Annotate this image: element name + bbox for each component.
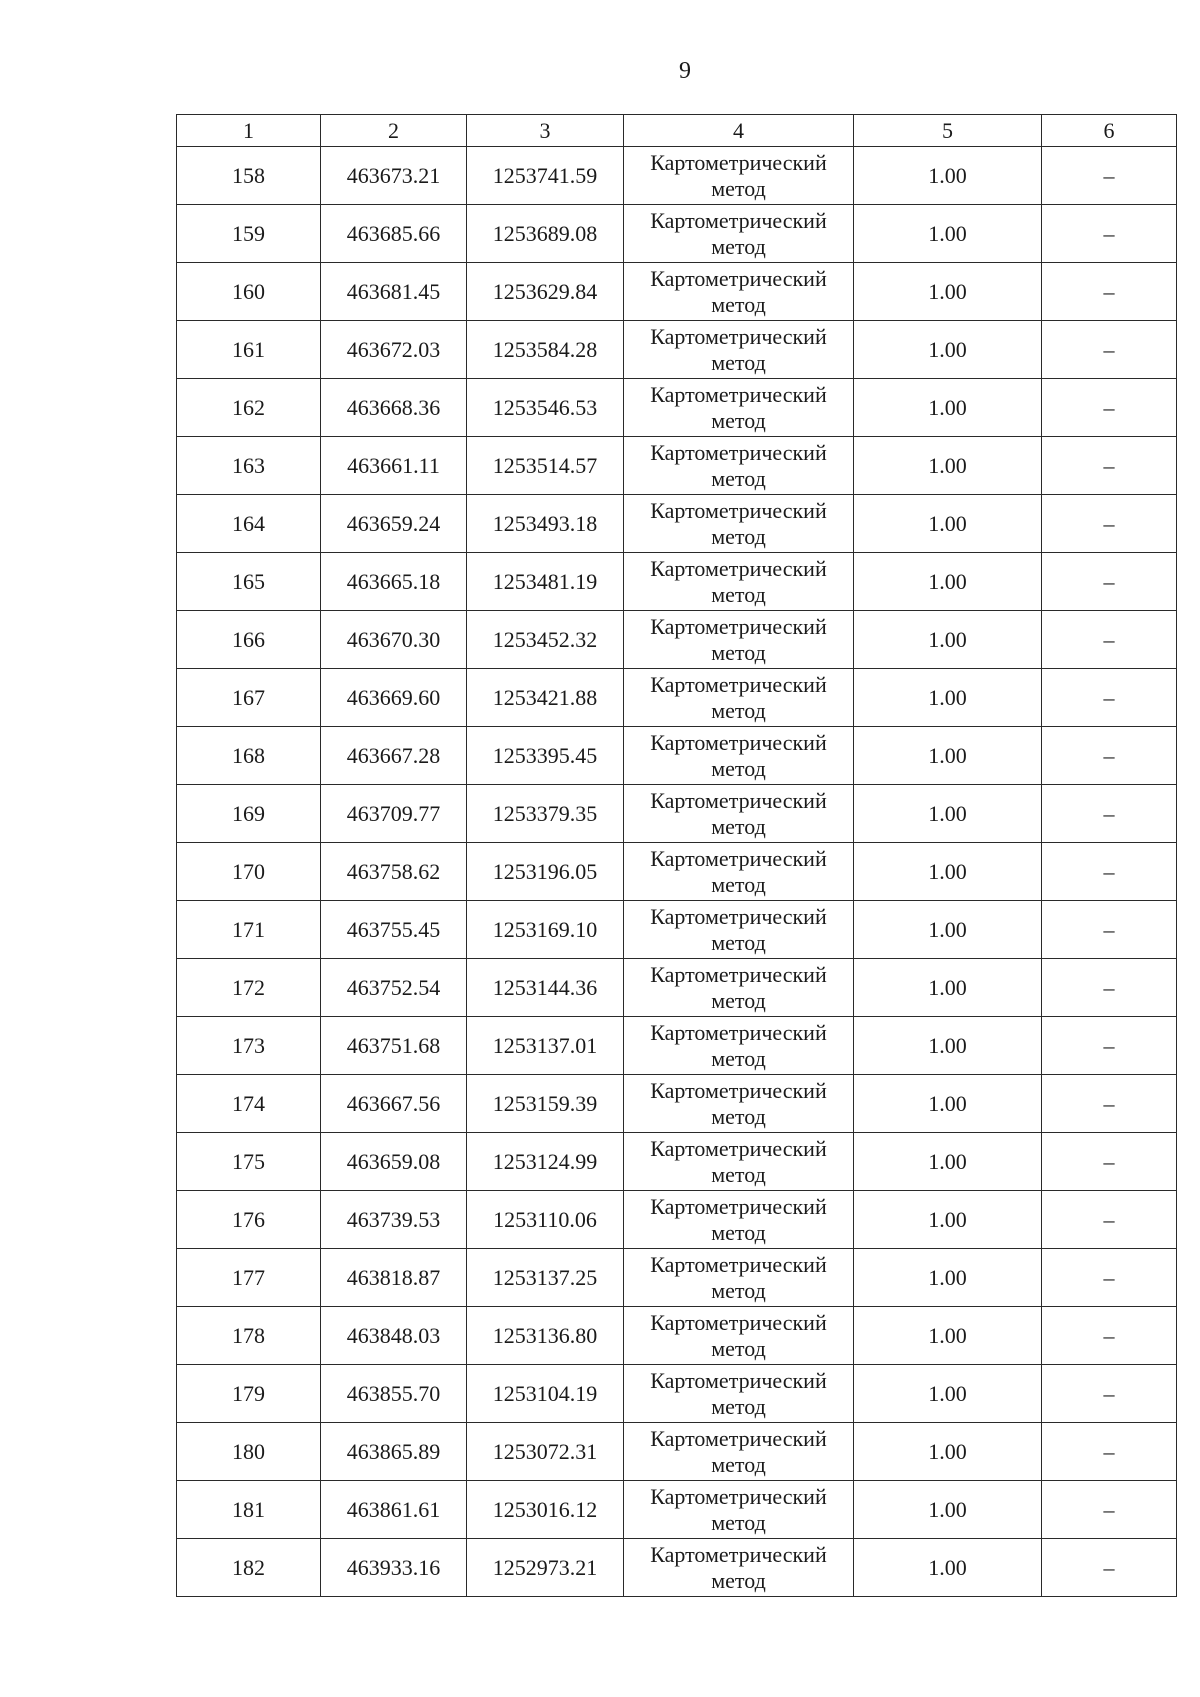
method-cell (624, 669, 854, 727)
x-coordinate-cell: 463661.11 (321, 437, 467, 495)
x-coordinate-cell: 463933.16 (321, 1539, 467, 1597)
method-text: метод (711, 1161, 766, 1187)
x-coordinate-cell: 463685.66 (321, 205, 467, 263)
table-row (177, 785, 1177, 843)
y-coordinate-cell: 1253169.10 (467, 901, 624, 959)
method-cell (624, 553, 854, 611)
point-number-cell: 164 (177, 495, 321, 553)
method-cell (624, 1075, 854, 1133)
accuracy-cell: 1.00 (854, 553, 1042, 611)
method-cell (624, 1365, 854, 1423)
x-coordinate-cell: 463751.68 (321, 1017, 467, 1075)
accuracy-cell: 1.00 (854, 263, 1042, 321)
method-cell (624, 379, 854, 437)
method-cell (624, 1307, 854, 1365)
table-row (177, 495, 1177, 553)
method-cell (624, 147, 854, 205)
note-cell: – (1042, 553, 1177, 611)
x-coordinate-cell: 463667.28 (321, 727, 467, 785)
note-cell: – (1042, 1423, 1177, 1481)
accuracy-cell: 1.00 (854, 1423, 1042, 1481)
point-number-cell: 173 (177, 1017, 321, 1075)
y-coordinate-cell: 1253159.39 (467, 1075, 624, 1133)
point-number-cell: 175 (177, 1133, 321, 1191)
method-cell (624, 901, 854, 959)
header-cell-2: 2 (321, 115, 467, 147)
table-row (177, 1539, 1177, 1597)
accuracy-cell: 1.00 (854, 495, 1042, 553)
method-text: метод (711, 407, 766, 433)
table-row (177, 611, 1177, 669)
point-number-cell: 174 (177, 1075, 321, 1133)
method-text: Картометрический (650, 1483, 827, 1509)
method-text: Картометрический (650, 381, 827, 407)
accuracy-cell: 1.00 (854, 321, 1042, 379)
method-cell (624, 437, 854, 495)
point-number-cell: 170 (177, 843, 321, 901)
y-coordinate-cell: 1253493.18 (467, 495, 624, 553)
y-coordinate-cell: 1253110.06 (467, 1191, 624, 1249)
method-text: метод (711, 349, 766, 375)
method-cell (624, 263, 854, 321)
table-row (177, 1017, 1177, 1075)
method-text: метод (711, 1219, 766, 1245)
point-number-cell: 159 (177, 205, 321, 263)
point-number-cell: 177 (177, 1249, 321, 1307)
header-cell-1: 1 (177, 115, 321, 147)
method-text: Картометрический (650, 845, 827, 871)
y-coordinate-cell: 1253741.59 (467, 147, 624, 205)
note-cell: – (1042, 611, 1177, 669)
note-cell: – (1042, 1017, 1177, 1075)
y-coordinate-cell: 1253136.80 (467, 1307, 624, 1365)
method-cell (624, 1249, 854, 1307)
x-coordinate-cell: 463752.54 (321, 959, 467, 1017)
point-number-cell: 165 (177, 553, 321, 611)
y-coordinate-cell: 1253629.84 (467, 263, 624, 321)
x-coordinate-cell: 463855.70 (321, 1365, 467, 1423)
method-text: метод (711, 1451, 766, 1477)
note-cell: – (1042, 147, 1177, 205)
header-cell-4: 4 (624, 115, 854, 147)
table-row (177, 379, 1177, 437)
page-number: 9 (679, 58, 691, 84)
method-text: метод (711, 291, 766, 317)
accuracy-cell: 1.00 (854, 1191, 1042, 1249)
x-coordinate-cell: 463670.30 (321, 611, 467, 669)
point-number-cell: 161 (177, 321, 321, 379)
accuracy-cell: 1.00 (854, 959, 1042, 1017)
method-cell (624, 205, 854, 263)
point-number-cell: 181 (177, 1481, 321, 1539)
x-coordinate-cell: 463668.36 (321, 379, 467, 437)
method-text: Картометрический (650, 671, 827, 697)
table-row (177, 669, 1177, 727)
x-coordinate-cell: 463672.03 (321, 321, 467, 379)
method-text: метод (711, 871, 766, 897)
table-body (177, 147, 1177, 1597)
point-number-cell: 178 (177, 1307, 321, 1365)
method-text: Картометрический (650, 1077, 827, 1103)
method-text: метод (711, 755, 766, 781)
y-coordinate-cell: 1253137.25 (467, 1249, 624, 1307)
point-number-cell: 169 (177, 785, 321, 843)
x-coordinate-cell: 463865.89 (321, 1423, 467, 1481)
table-row (177, 205, 1177, 263)
method-cell (624, 1017, 854, 1075)
accuracy-cell: 1.00 (854, 379, 1042, 437)
table-row (177, 1423, 1177, 1481)
note-cell: – (1042, 727, 1177, 785)
note-cell: – (1042, 669, 1177, 727)
method-text: Картометрический (650, 1367, 827, 1393)
header-cell-5: 5 (854, 115, 1042, 147)
header-cell-3: 3 (467, 115, 624, 147)
header-cell-6: 6 (1042, 115, 1177, 147)
method-text: метод (711, 1393, 766, 1419)
accuracy-cell: 1.00 (854, 785, 1042, 843)
y-coordinate-cell: 1253546.53 (467, 379, 624, 437)
method-text: метод (711, 1277, 766, 1303)
method-cell (624, 1133, 854, 1191)
note-cell: – (1042, 1481, 1177, 1539)
note-cell: – (1042, 1365, 1177, 1423)
method-text: Картометрический (650, 265, 827, 291)
y-coordinate-cell: 1253421.88 (467, 669, 624, 727)
y-coordinate-cell: 1253584.28 (467, 321, 624, 379)
note-cell: – (1042, 1133, 1177, 1191)
method-text: метод (711, 1045, 766, 1071)
y-coordinate-cell: 1253379.35 (467, 785, 624, 843)
y-coordinate-cell: 1253137.01 (467, 1017, 624, 1075)
x-coordinate-cell: 463681.45 (321, 263, 467, 321)
accuracy-cell: 1.00 (854, 205, 1042, 263)
table-row (177, 1307, 1177, 1365)
method-text: Картометрический (650, 1135, 827, 1161)
accuracy-cell: 1.00 (854, 901, 1042, 959)
x-coordinate-cell: 463755.45 (321, 901, 467, 959)
method-text: Картометрический (650, 787, 827, 813)
method-text: метод (711, 581, 766, 607)
method-cell (624, 321, 854, 379)
point-number-cell: 172 (177, 959, 321, 1017)
table-row (177, 147, 1177, 205)
method-text: метод (711, 1567, 766, 1593)
method-text: метод (711, 987, 766, 1013)
method-text: метод (711, 813, 766, 839)
note-cell: – (1042, 379, 1177, 437)
accuracy-cell: 1.00 (854, 1075, 1042, 1133)
point-number-cell: 162 (177, 379, 321, 437)
method-text: Картометрический (650, 903, 827, 929)
method-text: Картометрический (650, 1193, 827, 1219)
method-cell (624, 785, 854, 843)
point-number-cell: 160 (177, 263, 321, 321)
table-row (177, 263, 1177, 321)
table-header (177, 115, 1177, 147)
method-cell (624, 959, 854, 1017)
y-coordinate-cell: 1253514.57 (467, 437, 624, 495)
accuracy-cell: 1.00 (854, 669, 1042, 727)
table-row (177, 959, 1177, 1017)
method-text: метод (711, 175, 766, 201)
note-cell: – (1042, 959, 1177, 1017)
point-number-cell: 179 (177, 1365, 321, 1423)
note-cell: – (1042, 843, 1177, 901)
accuracy-cell: 1.00 (854, 1481, 1042, 1539)
method-text: метод (711, 465, 766, 491)
note-cell: – (1042, 205, 1177, 263)
table-row (177, 321, 1177, 379)
method-text: метод (711, 1103, 766, 1129)
method-text: метод (711, 929, 766, 955)
x-coordinate-cell: 463861.61 (321, 1481, 467, 1539)
point-number-cell: 180 (177, 1423, 321, 1481)
table-row (177, 1481, 1177, 1539)
method-cell (624, 1423, 854, 1481)
table-row (177, 437, 1177, 495)
method-cell (624, 611, 854, 669)
method-text: Картометрический (650, 207, 827, 233)
method-cell (624, 1191, 854, 1249)
method-text: Картометрический (650, 1425, 827, 1451)
table-row (177, 727, 1177, 785)
x-coordinate-cell: 463709.77 (321, 785, 467, 843)
accuracy-cell: 1.00 (854, 437, 1042, 495)
x-coordinate-cell: 463758.62 (321, 843, 467, 901)
y-coordinate-cell: 1253452.32 (467, 611, 624, 669)
table-row (177, 1133, 1177, 1191)
method-text: метод (711, 1509, 766, 1535)
note-cell: – (1042, 1539, 1177, 1597)
note-cell: – (1042, 1075, 1177, 1133)
y-coordinate-cell: 1253144.36 (467, 959, 624, 1017)
method-text: Картометрический (650, 1309, 827, 1335)
y-coordinate-cell: 1253016.12 (467, 1481, 624, 1539)
table-row (177, 1191, 1177, 1249)
method-text: Картометрический (650, 1541, 827, 1567)
accuracy-cell: 1.00 (854, 1539, 1042, 1597)
x-coordinate-cell: 463665.18 (321, 553, 467, 611)
note-cell: – (1042, 785, 1177, 843)
y-coordinate-cell: 1253196.05 (467, 843, 624, 901)
note-cell: – (1042, 495, 1177, 553)
accuracy-cell: 1.00 (854, 727, 1042, 785)
accuracy-cell: 1.00 (854, 1133, 1042, 1191)
x-coordinate-cell: 463659.08 (321, 1133, 467, 1191)
table-row (177, 553, 1177, 611)
table-row (177, 1365, 1177, 1423)
method-cell (624, 727, 854, 785)
table-row (177, 1075, 1177, 1133)
table-row (177, 843, 1177, 901)
note-cell: – (1042, 901, 1177, 959)
note-cell: – (1042, 1191, 1177, 1249)
note-cell: – (1042, 1249, 1177, 1307)
x-coordinate-cell: 463673.21 (321, 147, 467, 205)
method-text: метод (711, 639, 766, 665)
x-coordinate-cell: 463739.53 (321, 1191, 467, 1249)
x-coordinate-cell: 463659.24 (321, 495, 467, 553)
point-number-cell: 168 (177, 727, 321, 785)
y-coordinate-cell: 1253689.08 (467, 205, 624, 263)
point-number-cell: 182 (177, 1539, 321, 1597)
y-coordinate-cell: 1253481.19 (467, 553, 624, 611)
accuracy-cell: 1.00 (854, 1365, 1042, 1423)
note-cell: – (1042, 437, 1177, 495)
coordinates-table (176, 114, 1177, 1597)
method-text: Картометрический (650, 613, 827, 639)
method-text: Картометрический (650, 729, 827, 755)
point-number-cell: 163 (177, 437, 321, 495)
accuracy-cell: 1.00 (854, 1017, 1042, 1075)
method-text: Картометрический (650, 497, 827, 523)
y-coordinate-cell: 1252973.21 (467, 1539, 624, 1597)
x-coordinate-cell: 463818.87 (321, 1249, 467, 1307)
accuracy-cell: 1.00 (854, 147, 1042, 205)
point-number-cell: 167 (177, 669, 321, 727)
method-cell (624, 843, 854, 901)
method-text: Картометрический (650, 323, 827, 349)
method-cell (624, 1539, 854, 1597)
method-text: метод (711, 1335, 766, 1361)
y-coordinate-cell: 1253124.99 (467, 1133, 624, 1191)
method-text: Картометрический (650, 149, 827, 175)
x-coordinate-cell: 463667.56 (321, 1075, 467, 1133)
method-text: метод (711, 523, 766, 549)
method-cell (624, 1481, 854, 1539)
method-text: Картометрический (650, 1019, 827, 1045)
note-cell: – (1042, 263, 1177, 321)
x-coordinate-cell: 463848.03 (321, 1307, 467, 1365)
note-cell: – (1042, 1307, 1177, 1365)
method-text: Картометрический (650, 1251, 827, 1277)
y-coordinate-cell: 1253395.45 (467, 727, 624, 785)
point-number-cell: 166 (177, 611, 321, 669)
note-cell: – (1042, 321, 1177, 379)
point-number-cell: 176 (177, 1191, 321, 1249)
accuracy-cell: 1.00 (854, 1249, 1042, 1307)
method-text: Картометрический (650, 555, 827, 581)
method-text: метод (711, 697, 766, 723)
header-row (177, 115, 1177, 147)
y-coordinate-cell: 1253072.31 (467, 1423, 624, 1481)
accuracy-cell: 1.00 (854, 611, 1042, 669)
point-number-cell: 171 (177, 901, 321, 959)
accuracy-cell: 1.00 (854, 1307, 1042, 1365)
table-row (177, 1249, 1177, 1307)
y-coordinate-cell: 1253104.19 (467, 1365, 624, 1423)
point-number-cell: 158 (177, 147, 321, 205)
method-text: Картометрический (650, 961, 827, 987)
x-coordinate-cell: 463669.60 (321, 669, 467, 727)
table-row (177, 901, 1177, 959)
accuracy-cell: 1.00 (854, 843, 1042, 901)
method-text: Картометрический (650, 439, 827, 465)
method-text: метод (711, 233, 766, 259)
method-cell (624, 495, 854, 553)
